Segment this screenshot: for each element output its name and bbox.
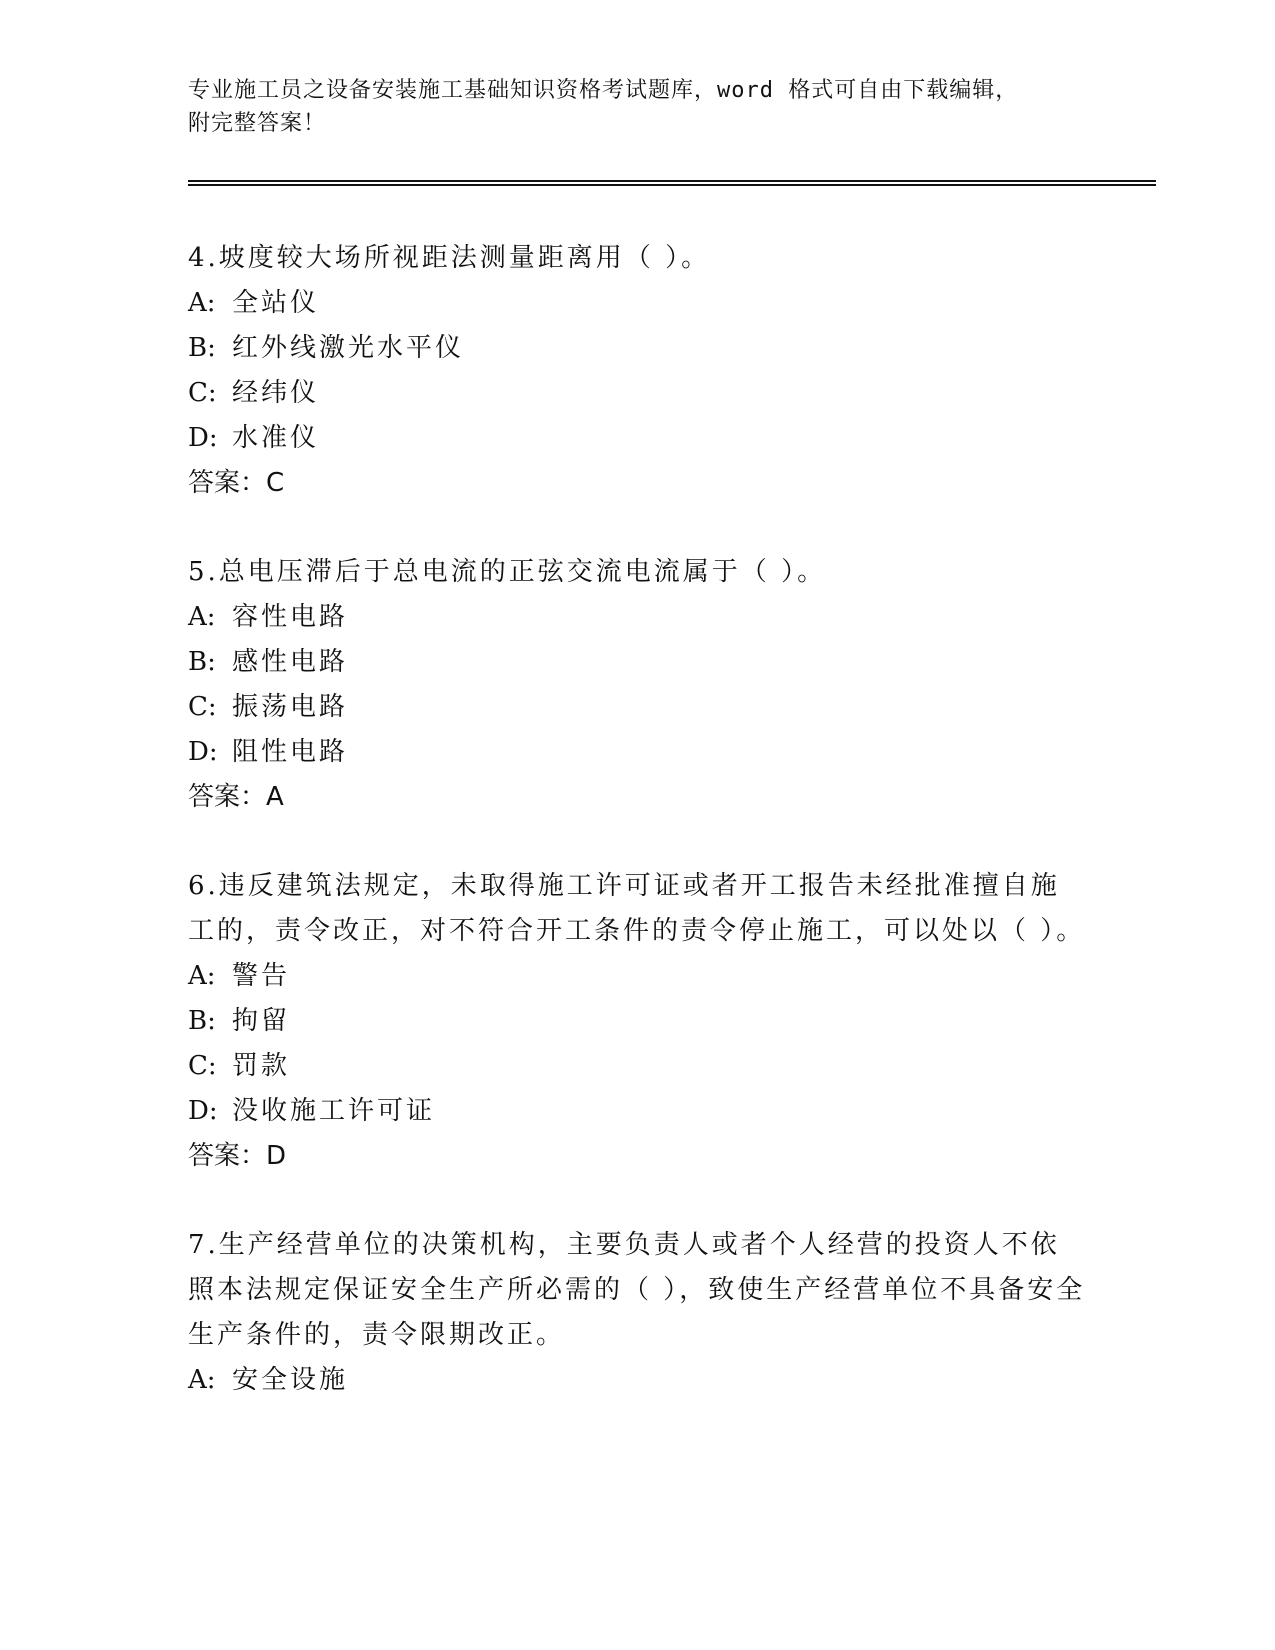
question-text: 7.生产经营单位的决策机构，主要负责人或者个人经营的投资人不依照本法规定保证安全生产所必需的（ ），致使生产经营单位不具备安全生产条件的，责令限期改正。 [188,1230,1086,1350]
option-text: 拘留 [232,1006,291,1036]
option-text: 罚款 [232,1051,291,1081]
option-c [188,685,1088,730]
option-letter: D: [188,1096,218,1126]
answer: 答案：D [188,1141,287,1171]
option-text: 警告 [232,961,291,991]
option-text: 阻性电路 [232,737,349,767]
option-a [188,954,1088,999]
question-text: 4.坡度较大场所视距法测量距离用（ ）。 [188,243,711,273]
option-text: 感性电路 [232,647,349,677]
option-a [188,1358,1088,1403]
header-divider [188,180,1156,186]
option-a [188,281,1088,326]
question-text: 5.总电压滞后于总电流的正弦交流电流属于（ ）。 [188,557,827,587]
option-text: 安全设施 [232,1365,349,1395]
option-text: 振荡电路 [232,692,349,722]
option-letter: B: [188,333,216,363]
question-text: 6.违反建筑法规定，未取得施工许可证或者开工报告未经批准擅自施工的，责令改正，对不符合开工条件的责令停止施工，可以处以（ ）。 [188,871,1086,946]
option-letter: B: [188,647,216,677]
option-d [188,1089,1088,1134]
document-header [188,74,1088,140]
option-b [188,999,1088,1044]
answer: 答案：A [188,782,284,812]
option-letter: A: [188,288,216,318]
option-letter: A: [188,602,216,632]
option-d [188,730,1088,775]
option-text: 全站仪 [232,288,320,318]
option-c [188,371,1088,416]
option-b [188,640,1088,685]
option-text: 红外线激光水平仪 [232,333,465,363]
header-line-2: 附完整答案！ [188,111,327,136]
option-letter: D: [188,737,218,767]
question-4 [188,236,1088,506]
answer: 答案：C [188,468,285,498]
option-text: 经纬仪 [232,378,320,408]
option-letter: A: [188,1365,216,1395]
header-line-1: 专业施工员之设备安装施工基础知识资格考试题库，word 格式可自由下载编辑， [188,78,1019,103]
option-letter: D: [188,423,218,453]
option-text: 容性电路 [232,602,349,632]
option-letter: C: [188,378,217,408]
option-c [188,1044,1088,1089]
question-list [188,236,1088,1447]
question-6 [188,864,1088,1179]
option-text: 没收施工许可证 [232,1096,436,1126]
option-a [188,595,1088,640]
option-letter: C: [188,1051,217,1081]
option-b [188,326,1088,371]
question-7 [188,1223,1088,1403]
option-letter: A: [188,961,216,991]
option-text: 水准仪 [232,423,320,453]
option-letter: C: [188,692,217,722]
option-d [188,416,1088,461]
option-letter: B: [188,1006,216,1036]
question-5 [188,550,1088,820]
